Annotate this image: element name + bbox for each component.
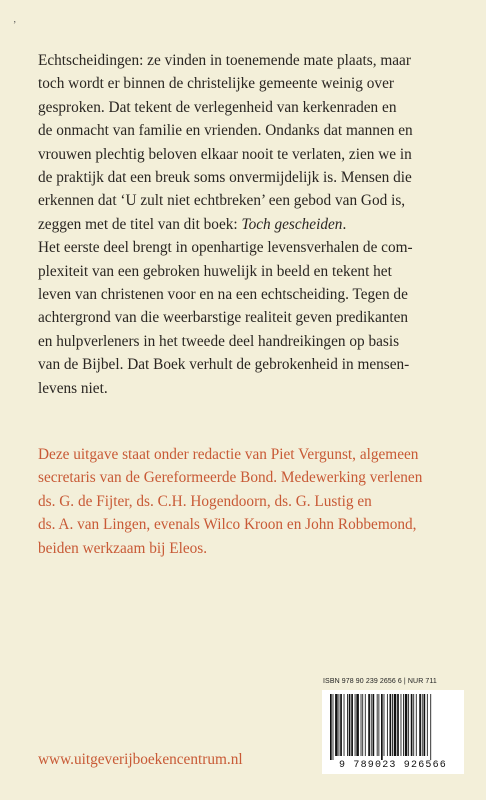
barcode-bar [392,694,393,756]
barcode-bar [408,694,409,756]
credits-line: beiden werkzaam bij Eleos. [38,539,208,557]
barcode-bar [356,694,359,756]
barcode-bar [333,694,334,760]
text-line: Echtscheidingen: ze vinden in toenemende mate plaats, maar [38,52,411,69]
barcode-bar [430,694,431,760]
barcode [322,690,464,774]
barcode-bar [384,694,385,756]
barcode-bar [422,694,423,756]
text-line: toch wordt er binnen de christelijke gemeente weinig over [38,75,394,93]
barcode-bar [397,694,399,756]
corner-mark: ʼ [13,20,17,31]
barcode-bar [424,694,426,756]
editorial-credits [38,443,468,560]
barcode-bar [347,694,348,756]
blurb-paragraph-2 [38,236,468,400]
barcode-bar [362,694,363,756]
text-line: erkennen dat ‘U zult niet echtbreken’ een gebod van God is, [38,192,406,210]
blurb-text [38,49,468,400]
text-line: vrouwen plechtig beloven elkaar nooit te verlaten, zien we in [38,145,412,163]
text-line: zeggen met de titel van dit boek: [38,215,242,233]
text-line: de onmacht van familie en vrienden. Ondanks dat mannen en [38,122,413,140]
barcode-bar [381,694,383,760]
barcode-bar [403,694,404,756]
blurb-paragraph-1 [38,49,468,236]
credits-line: ds. G. de Fijter, ds. C.H. Hogendoorn, ds. G. Lustig en [38,492,372,510]
credits-line: secretaris van de Gereformeerde Bond. Medewerking verlenen [38,469,423,487]
barcode-bar [340,694,342,756]
book-title: Toch gescheiden [241,215,343,233]
isbn-nur-line: ISBN 978 90 239 2656 6 | NUR 711 [323,678,437,685]
barcode-bar [405,694,408,756]
text-line: en hulpverleners in het tweede deel handreikingen op basis [38,332,400,350]
text-line: gesproken. Dat tekent de verlegenheid van kerkenraden en [38,98,397,116]
barcode-bar [394,694,397,756]
barcode-bar [371,694,372,756]
text-line: Het eerste deel brengt in openhartige levensverhalen de com- [38,239,413,257]
barcode-bar [351,694,353,756]
barcode-bar [419,694,421,756]
barcode-bar [401,694,402,756]
barcode-bar [365,694,366,756]
text-line: . [342,215,347,233]
barcode-bar [361,694,362,756]
barcode-bar [377,694,378,756]
text-line: plexiteit van een gebroken huwelijk in beeld en tekent het [38,262,392,280]
barcode-bar [368,694,370,756]
text-line: achtergrond van die weerbarstige realiteit geven predikanten [38,309,409,327]
barcode-bar [390,694,392,756]
publisher-website: www.uitgeverijboekencentrum.nl [38,751,243,768]
barcode-bar [349,694,351,756]
barcode-bar [355,694,356,756]
barcode-bar [339,694,340,756]
credits-line: Deze uitgave staat onder redactie van Piet Vergunst, algemeen [38,446,419,463]
barcode-bar [413,694,414,756]
barcode-bar [373,694,375,756]
barcode-bar [344,694,345,756]
barcode-digits: 9 789023 926566 [338,760,447,771]
barcode-bar [335,694,338,756]
credits-line: ds. A. van Lingen, evenals Wilco Kroon en John Robbemond, [38,516,417,534]
text-line: de praktijk dat een breuk soms onvermijdelijk is. Mensen die [38,169,412,187]
text-line: levens niet. [38,379,108,397]
barcode-bar [427,694,428,756]
barcode-bar [387,694,388,756]
barcode-bar [411,694,413,756]
barcode-bar [330,694,332,760]
barcode-bars [328,694,458,760]
text-line: leven van christenen voor en na een echtscheiding. Tegen de [38,286,408,304]
text-line: van de Bijbel. Dat Boek verhult de gebrokenheid in mensen- [38,356,410,374]
barcode-bar [416,694,417,756]
barcode-bar [378,694,379,756]
